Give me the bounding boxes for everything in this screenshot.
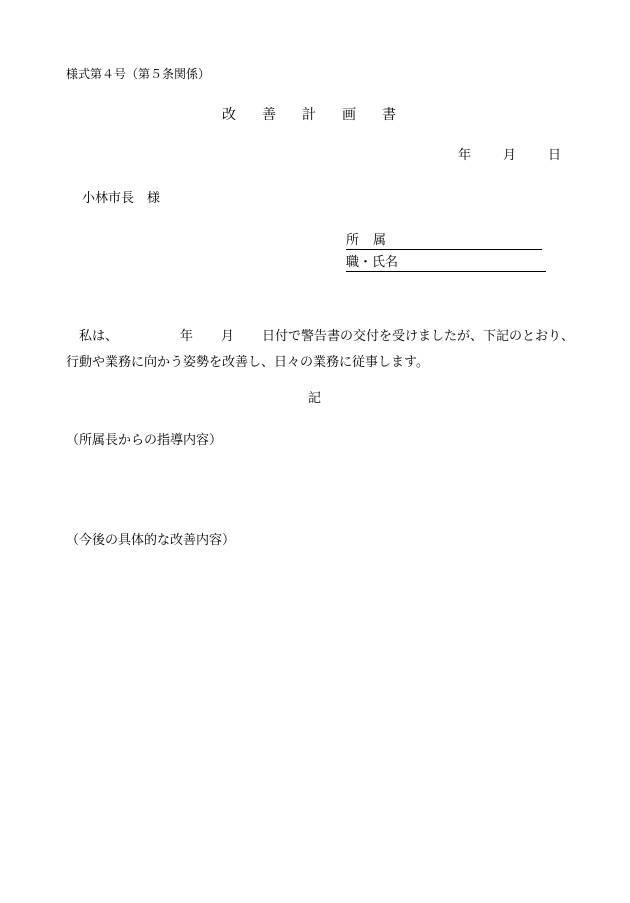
statement-year: 年 [180, 329, 194, 344]
date-line [458, 149, 561, 162]
title-char: 画 [342, 107, 356, 123]
record-mark: 記 [308, 391, 322, 406]
document-title [222, 108, 422, 122]
title-char: 改 [222, 107, 236, 123]
date-day-label: 日 [548, 148, 562, 163]
statement-suffix: 日付で警告書の交付を受けましたが、下記のとおり、 [262, 329, 575, 344]
title-char: 書 [382, 107, 396, 123]
addressee: 小林市長 様 [82, 191, 161, 206]
statement-line-2: 行動や業務に向かう姿勢を改善し、日々の業務に従事します。 [66, 355, 429, 370]
statement-line-1 [66, 324, 575, 350]
plan-section-heading: （今後の具体的な改善内容） [66, 533, 236, 548]
date-year-label: 年 [458, 148, 472, 163]
affiliation-field[interactable] [346, 234, 542, 250]
form-number: 様式第４号（第５条関係） [66, 67, 211, 81]
affiliation-label: 所属 [346, 233, 401, 248]
title-char: 善 [262, 107, 276, 123]
guidance-section-heading: （所属長からの指導内容） [66, 433, 223, 448]
statement-month: 月 [221, 329, 235, 344]
statement-paragraph [66, 324, 575, 376]
name-label: 職・氏名 [346, 255, 399, 270]
date-month-label: 月 [503, 148, 517, 163]
statement-prefix: 私は、 [79, 329, 119, 344]
title-char: 計 [302, 107, 316, 123]
name-field[interactable] [346, 256, 546, 272]
